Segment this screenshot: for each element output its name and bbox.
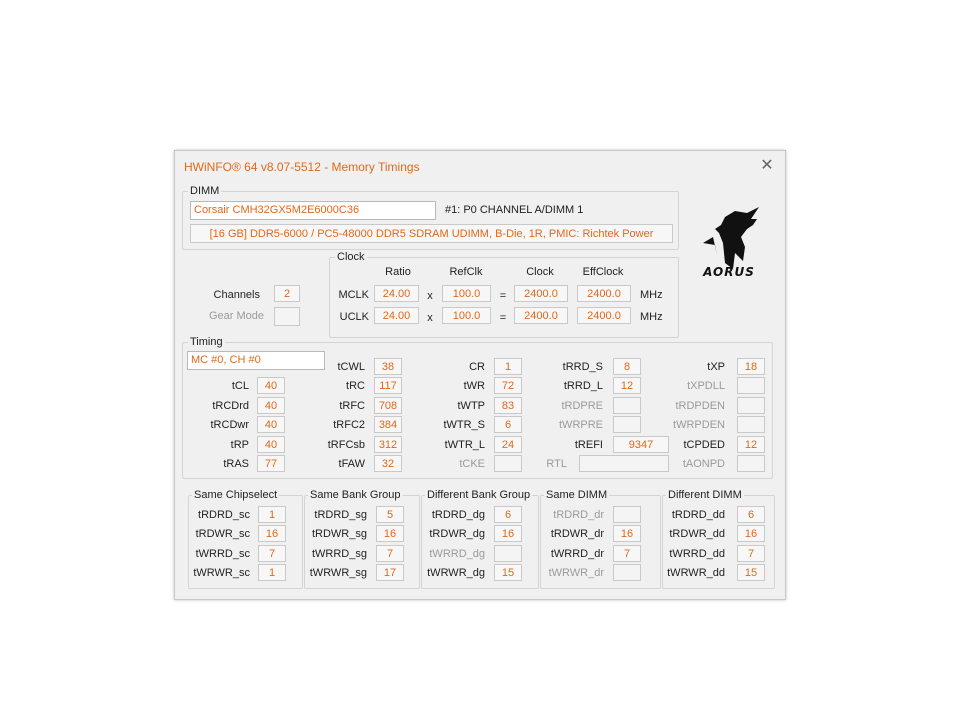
trrd-s-label: tRRD_S xyxy=(562,361,603,373)
mclk-x-label: x xyxy=(427,290,433,302)
channels-label: Channels xyxy=(213,289,260,301)
twrwr-dr-label: tWRWR_dr xyxy=(548,567,604,579)
trfc2-value: 384 xyxy=(374,416,402,433)
trp-value: 40 xyxy=(257,436,285,453)
dimm-group-label: DIMM xyxy=(190,185,220,197)
trdpre-value xyxy=(613,397,641,414)
mclk-ratio: 24.00 xyxy=(374,285,419,302)
gear-mode-value xyxy=(274,307,300,326)
dimm-slot-label: #1: P0 CHANNEL A/DIMM 1 xyxy=(445,204,584,216)
dimm-summary: [16 GB] DDR5-6000 / PC5-48000 DDR5 SDRAM UDIMM, B-Die, 1R, PMIC: Richtek Power xyxy=(190,224,673,243)
twrrd-sg-value: 7 xyxy=(376,545,404,562)
uclk-x-label: x xyxy=(427,312,433,324)
twrwr-dg-label: tWRWR_dg xyxy=(427,567,485,579)
mclk-label: MCLK xyxy=(338,289,369,301)
twrrd-dd-label: tWRRD_dd xyxy=(669,548,725,560)
tcl-value: 40 xyxy=(257,377,285,394)
trdwr-dr-label: tRDWR_dr xyxy=(550,528,604,540)
trcdrd-value: 40 xyxy=(257,397,285,414)
trfcsb-value: 312 xyxy=(374,436,402,453)
trdrd-dd-label: tRDRD_dd xyxy=(671,509,725,521)
trcdwr-label: tRCDwr xyxy=(210,419,249,431)
trdpden-label: tRDPDEN xyxy=(675,400,725,412)
mclk-eq-label: = xyxy=(499,290,507,302)
trdrd-dr-value xyxy=(613,506,641,523)
twtr-l-value: 24 xyxy=(494,436,522,453)
tcwl-label: tCWL xyxy=(337,361,365,373)
txp-value: 18 xyxy=(737,358,765,375)
twrpre-value xyxy=(613,416,641,433)
trdwr-sc-value: 16 xyxy=(258,525,286,542)
trdwr-sg-value: 16 xyxy=(376,525,404,542)
window-title: HWiNFO® 64 v8.07-5512 - Memory Timings xyxy=(184,160,420,174)
tfaw-value: 32 xyxy=(374,455,402,472)
same-chipselect-label: Same Chipselect xyxy=(194,489,278,501)
twrwr-dr-value xyxy=(613,564,641,581)
trc-label: tRC xyxy=(346,380,365,392)
tcpded-label: tCPDED xyxy=(683,439,725,451)
clock-header-effclock: EffClock xyxy=(582,266,624,278)
twrpden-value xyxy=(737,416,765,433)
trdwr-sg-label: tRDWR_sg xyxy=(311,528,367,540)
taonpd-value xyxy=(737,455,765,472)
rtl-value xyxy=(579,455,669,472)
tfaw-label: tFAW xyxy=(338,458,365,470)
twr-label: tWR xyxy=(463,380,485,392)
mclk-unit: MHz xyxy=(640,289,663,301)
twrrd-dg-label: tWRRD_dg xyxy=(429,548,485,560)
memory-timings-window xyxy=(174,150,786,600)
timing-group-label: Timing xyxy=(190,336,223,348)
txpdll-label: tXPDLL xyxy=(687,380,725,392)
cr-value: 1 xyxy=(494,358,522,375)
twrrd-dr-value: 7 xyxy=(613,545,641,562)
twrrd-sc-label: tWRRD_sc xyxy=(195,548,250,560)
trdrd-dg-label: tRDRD_dg xyxy=(431,509,485,521)
clock-header-ratio: Ratio xyxy=(385,266,411,278)
trp-label: tRP xyxy=(230,439,249,451)
uclk-label: UCLK xyxy=(339,311,369,323)
close-icon[interactable]: ✕ xyxy=(760,157,774,174)
trdrd-dd-value: 6 xyxy=(737,506,765,523)
trcdwr-value: 40 xyxy=(257,416,285,433)
trdwr-dr-value: 16 xyxy=(613,525,641,542)
clock-group-label: Clock xyxy=(337,251,365,263)
mclk-effclock: 2400.0 xyxy=(577,285,631,302)
trdwr-dg-value: 16 xyxy=(494,525,522,542)
tcwl-value: 38 xyxy=(374,358,402,375)
twrrd-dd-value: 7 xyxy=(737,545,765,562)
twrpden-label: tWRPDEN xyxy=(673,419,725,431)
twtr-s-label: tWTR_S xyxy=(443,419,485,431)
trrd-l-value: 12 xyxy=(613,377,641,394)
twrrd-sg-label: tWRRD_sg xyxy=(311,548,367,560)
trdrd-dr-label: tRDRD_dr xyxy=(553,509,604,521)
title-bar[interactable] xyxy=(175,151,785,183)
trfc-value: 708 xyxy=(374,397,402,414)
trdrd-sc-value: 1 xyxy=(258,506,286,523)
different-dimm-label: Different DIMM xyxy=(668,489,742,501)
uclk-clock: 2400.0 xyxy=(514,307,568,324)
clock-header-refclk: RefClk xyxy=(449,266,483,278)
mclk-refclk: 100.0 xyxy=(442,285,491,302)
trfc2-label: tRFC2 xyxy=(333,419,365,431)
cr-label: CR xyxy=(469,361,485,373)
taonpd-label: tAONPD xyxy=(682,458,725,470)
same-bank-group-label: Same Bank Group xyxy=(310,489,401,501)
twtr-s-value: 6 xyxy=(494,416,522,433)
uclk-refclk: 100.0 xyxy=(442,307,491,324)
twtp-value: 83 xyxy=(494,397,522,414)
tcke-label: tCKE xyxy=(459,458,485,470)
twrwr-sc-label: tWRWR_sc xyxy=(193,567,250,579)
trdwr-dg-label: tRDWR_dg xyxy=(429,528,485,540)
twrwr-sc-value: 1 xyxy=(258,564,286,581)
dimm-module-field[interactable]: Corsair CMH32GX5M2E6000C36 xyxy=(190,201,436,220)
twrwr-dg-value: 15 xyxy=(494,564,522,581)
tras-value: 77 xyxy=(257,455,285,472)
aorus-logo-text: AORUS xyxy=(703,265,755,279)
twrrd-dg-value xyxy=(494,545,522,562)
trdrd-sg-value: 5 xyxy=(376,506,404,523)
tcpded-value: 12 xyxy=(737,436,765,453)
txpdll-value xyxy=(737,377,765,394)
trrd-s-value: 8 xyxy=(613,358,641,375)
twtr-l-label: tWTR_L xyxy=(444,439,485,451)
uclk-unit: MHz xyxy=(640,311,663,323)
trefi-label: tREFI xyxy=(574,439,603,451)
trfcsb-label: tRFCsb xyxy=(327,439,365,451)
twr-value: 72 xyxy=(494,377,522,394)
trdrd-sg-label: tRDRD_sg xyxy=(314,509,367,521)
trdrd-sc-label: tRDRD_sc xyxy=(198,509,250,521)
same-dimm-label: Same DIMM xyxy=(546,489,608,501)
trdrd-dg-value: 6 xyxy=(494,506,522,523)
trc-value: 117 xyxy=(374,377,402,394)
twrwr-dd-label: tWRWR_dd xyxy=(667,567,725,579)
twrwr-sg-label: tWRWR_sg xyxy=(309,567,367,579)
twrrd-sc-value: 7 xyxy=(258,545,286,562)
twrwr-dd-value: 15 xyxy=(737,564,765,581)
twrrd-dr-label: tWRRD_dr xyxy=(550,548,604,560)
uclk-ratio: 24.00 xyxy=(374,307,419,324)
twtp-label: tWTP xyxy=(457,400,485,412)
twrpre-label: tWRPRE xyxy=(559,419,603,431)
gear-mode-label: Gear Mode xyxy=(208,310,264,322)
mclk-clock: 2400.0 xyxy=(514,285,568,302)
channels-value: 2 xyxy=(274,285,300,302)
tcl-label: tCL xyxy=(231,380,249,392)
trdwr-sc-label: tRDWR_sc xyxy=(195,528,250,540)
different-bank-group-label: Different Bank Group xyxy=(427,489,531,501)
trfc-label: tRFC xyxy=(339,400,365,412)
trdwr-dd-value: 16 xyxy=(737,525,765,542)
clock-header-clock: Clock xyxy=(526,266,554,278)
tras-label: tRAS xyxy=(223,458,249,470)
trdpden-value xyxy=(737,397,765,414)
trefi-value: 9347 xyxy=(613,436,669,453)
twrwr-sg-value: 17 xyxy=(376,564,404,581)
uclk-eq-label: = xyxy=(499,312,507,324)
trrd-l-label: tRRD_L xyxy=(563,380,603,392)
rtl-label: RTL xyxy=(546,458,567,470)
trdwr-dd-label: tRDWR_dd xyxy=(669,528,725,540)
mc-channel-select[interactable]: MC #0, CH #0 xyxy=(187,351,325,370)
txp-label: tXP xyxy=(707,361,725,373)
trdpre-label: tRDPRE xyxy=(561,400,603,412)
uclk-effclock: 2400.0 xyxy=(577,307,631,324)
trcdrd-label: tRCDrd xyxy=(212,400,249,412)
